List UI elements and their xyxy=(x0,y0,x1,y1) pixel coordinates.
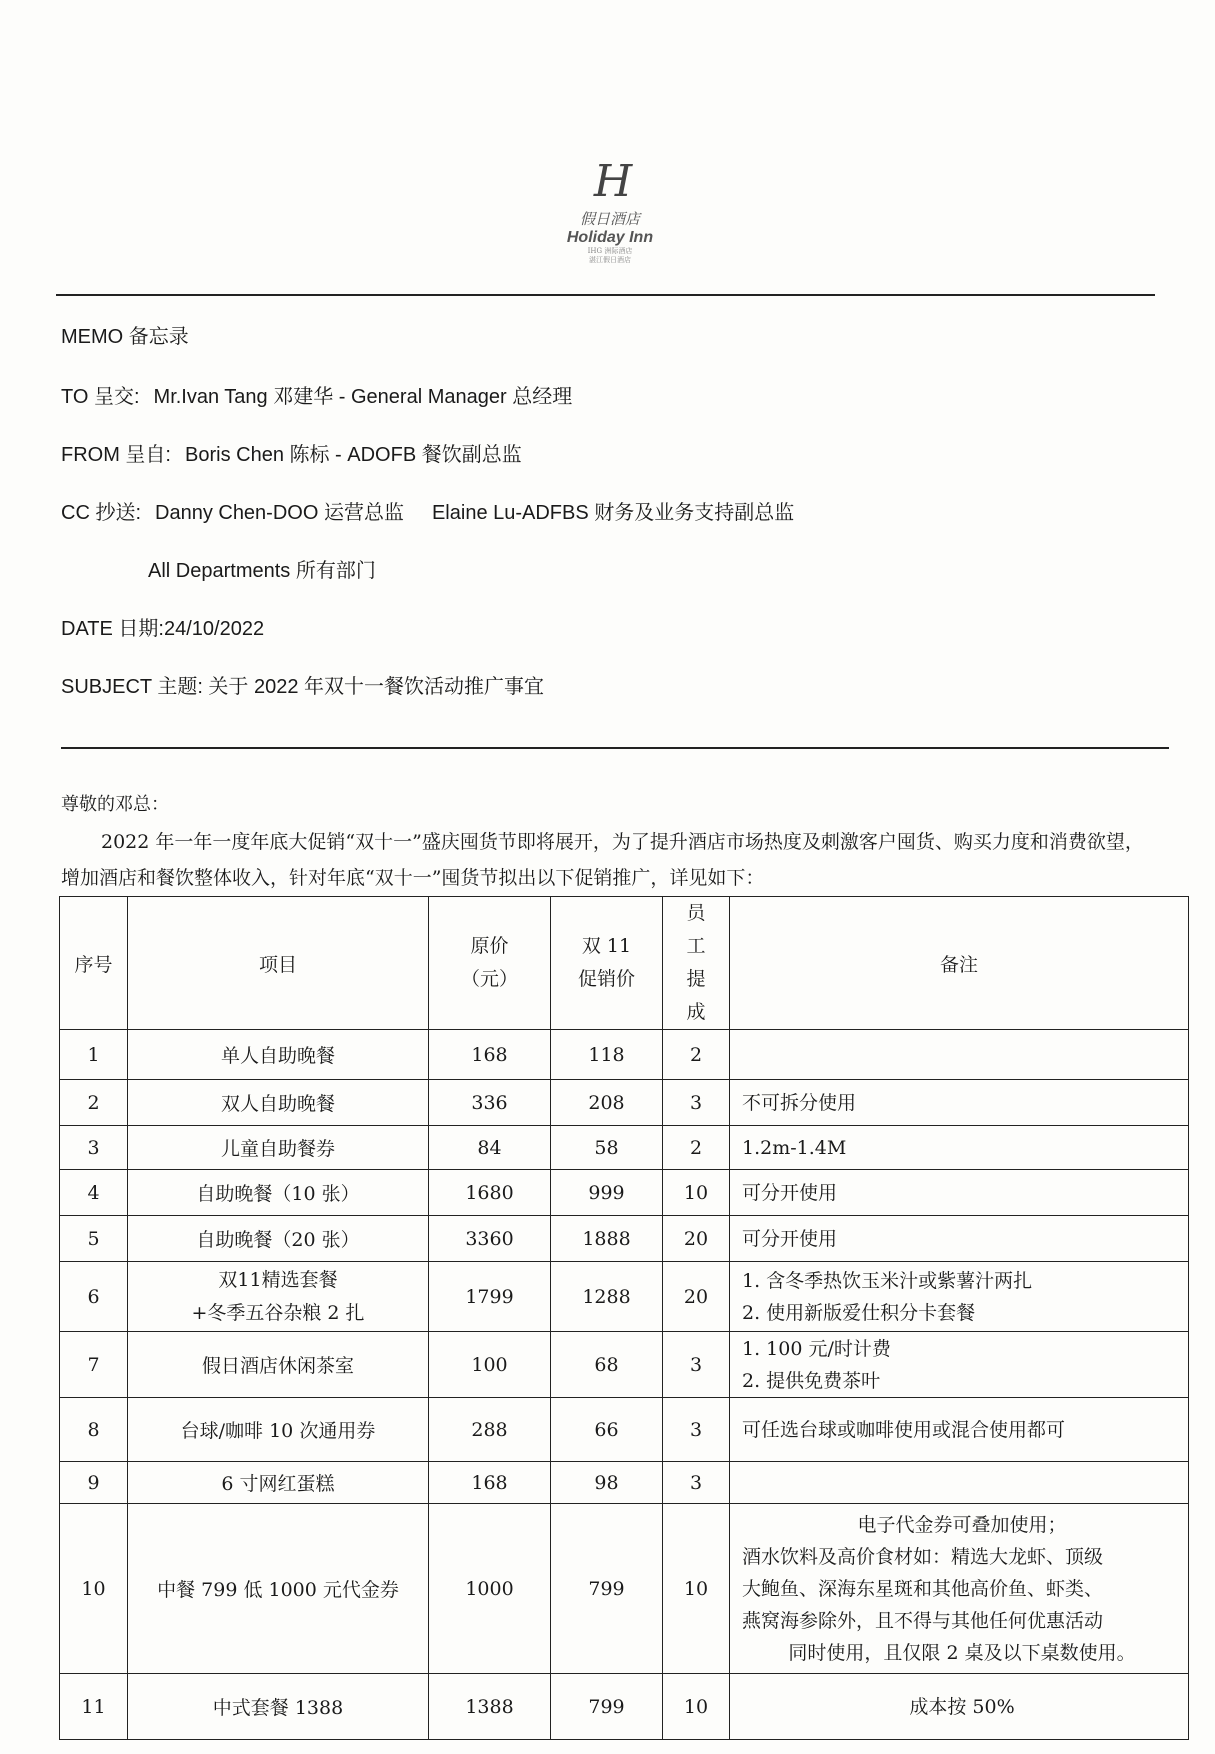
header-original-price: 原价 （元） xyxy=(429,897,551,1030)
cc-label: CC 抄送: xyxy=(61,502,141,524)
memo-subject: SUBJECT 主题: 关于 2022 年双十一餐饮活动推广事宜 xyxy=(61,676,545,698)
cell-remark: 成本按 50% xyxy=(730,1674,1189,1740)
cell-no: 3 xyxy=(60,1126,128,1170)
cell-commission: 2 xyxy=(663,1126,730,1170)
table-row xyxy=(60,1080,1189,1126)
cell-remark: 可任选台球或咖啡使用或混合使用都可 xyxy=(730,1398,1189,1462)
cell-promo-price: 999 xyxy=(551,1170,663,1216)
cell-original-price: 168 xyxy=(429,1030,551,1080)
cell-no: 7 xyxy=(60,1332,128,1398)
table-row xyxy=(60,1216,1189,1262)
cell-no: 1 xyxy=(60,1030,128,1080)
cell-promo-price: 68 xyxy=(551,1332,663,1398)
memo-from-line xyxy=(61,438,522,467)
header-item: 项目 xyxy=(128,897,429,1030)
cell-original-price: 1680 xyxy=(429,1170,551,1216)
cell-no: 2 xyxy=(60,1080,128,1126)
cell-original-price: 336 xyxy=(429,1080,551,1126)
cell-commission: 2 xyxy=(663,1030,730,1080)
cc-value-2: Elaine Lu-ADFBS 财务及业务支持副总监 xyxy=(431,502,795,524)
table-row xyxy=(60,1398,1189,1462)
header-promo-price: 双 11 促销价 xyxy=(551,897,663,1030)
cell-remark: 电子代金券可叠加使用； 酒水饮料及高价食材如：精选大龙虾、顶级 大鲍鱼、深海东星斑和其他高价鱼、虾类、 燕窝海参除外，且不得与其他任何优惠活动 同时使用，且仅限 2 桌及以下桌数使用。 xyxy=(730,1504,1189,1674)
cell-commission: 20 xyxy=(663,1216,730,1262)
cell-original-price: 3360 xyxy=(429,1216,551,1262)
table-row xyxy=(60,1170,1189,1216)
from-label: FROM 呈自: xyxy=(61,444,171,466)
cell-promo-price: 1888 xyxy=(551,1216,663,1262)
table-row xyxy=(60,1674,1189,1740)
cell-promo-price: 208 xyxy=(551,1080,663,1126)
cell-item: 单人自助晚餐 xyxy=(128,1030,429,1080)
hotel-logo xyxy=(555,156,665,265)
table-row xyxy=(60,1126,1189,1170)
table-header-row xyxy=(60,897,1189,1030)
cell-remark: 可分开使用 xyxy=(730,1216,1189,1262)
logo-subtext-1: IHG 洲际酒店 xyxy=(587,247,633,255)
memo-date: DATE 日期:24/10/2022 xyxy=(61,618,265,640)
cell-item: 儿童自助餐券 xyxy=(128,1126,429,1170)
logo-mark: H xyxy=(593,156,627,207)
header-top-rule xyxy=(56,294,1155,296)
table-row xyxy=(60,1030,1189,1080)
cell-commission: 10 xyxy=(663,1170,730,1216)
cell-promo-price: 66 xyxy=(551,1398,663,1462)
memo-title: MEMO 备忘录 xyxy=(61,326,189,348)
cell-original-price: 1000 xyxy=(429,1504,551,1674)
cell-no: 11 xyxy=(60,1674,128,1740)
cell-commission: 3 xyxy=(663,1398,730,1462)
logo-english-name: Holiday Inn xyxy=(566,229,654,246)
cell-original-price: 1388 xyxy=(429,1674,551,1740)
cell-no: 8 xyxy=(60,1398,128,1462)
cell-remark: 不可拆分使用 xyxy=(730,1080,1189,1126)
cell-item: 假日酒店休闲茶室 xyxy=(128,1332,429,1398)
cell-no: 9 xyxy=(60,1462,128,1504)
cell-commission: 10 xyxy=(663,1674,730,1740)
cell-original-price: 100 xyxy=(429,1332,551,1398)
cell-remark: 1. 100 元/时计费 2. 提供免费茶叶 xyxy=(730,1332,1189,1398)
cell-original-price: 288 xyxy=(429,1398,551,1462)
cell-item: 双11精选套餐 +冬季五谷杂粮 2 扎 xyxy=(128,1262,429,1332)
header-commission: 员 工 提 成 xyxy=(663,897,730,1030)
memo-to-line xyxy=(61,380,572,409)
cell-remark: 1. 含冬季热饮玉米汁或紫薯汁两扎 2. 使用新版爱仕积分卡套餐 xyxy=(730,1262,1189,1332)
cell-item: 双人自助晚餐 xyxy=(128,1080,429,1126)
memo-cc-line-2: All Departments 所有部门 xyxy=(148,560,376,582)
cell-commission: 3 xyxy=(663,1332,730,1398)
to-value: Mr.Ivan Tang 邓建华 - General Manager 总经理 xyxy=(153,386,573,408)
cell-no: 5 xyxy=(60,1216,128,1262)
table-row xyxy=(60,1462,1189,1504)
logo-chinese-name: 假日酒店 xyxy=(579,210,640,228)
cell-remark: 1.2m-1.4M xyxy=(730,1126,1189,1170)
memo-cc-line xyxy=(61,496,794,525)
cell-item: 6 寸网红蛋糕 xyxy=(128,1462,429,1504)
cell-commission: 20 xyxy=(663,1262,730,1332)
cell-commission: 10 xyxy=(663,1504,730,1674)
header-remark: 备注 xyxy=(730,897,1189,1030)
cell-remark: 可分开使用 xyxy=(730,1170,1189,1216)
header-bottom-rule xyxy=(61,747,1169,749)
cell-no: 4 xyxy=(60,1170,128,1216)
cell-no: 10 xyxy=(60,1504,128,1674)
from-value: Boris Chen 陈标 - ADOFB 餐饮副总监 xyxy=(185,444,522,466)
cc-value-1: Danny Chen-DOO 运营总监 xyxy=(155,502,404,524)
cell-no: 6 xyxy=(60,1262,128,1332)
cell-item: 中餐 799 低 1000 元代金券 xyxy=(128,1504,429,1674)
cell-promo-price: 98 xyxy=(551,1462,663,1504)
cell-commission: 3 xyxy=(663,1080,730,1126)
header-no: 序号 xyxy=(60,897,128,1030)
logo-subtext-2: 湛江假日酒店 xyxy=(589,256,631,264)
cell-promo-price: 799 xyxy=(551,1674,663,1740)
cell-original-price: 168 xyxy=(429,1462,551,1504)
cell-item: 台球/咖啡 10 次通用券 xyxy=(128,1398,429,1462)
table-row xyxy=(60,1332,1189,1398)
cell-remark xyxy=(730,1462,1189,1504)
to-label: TO 呈交: xyxy=(61,386,140,408)
cell-promo-price: 58 xyxy=(551,1126,663,1170)
cell-original-price: 1799 xyxy=(429,1262,551,1332)
cell-item: 中式套餐 1388 xyxy=(128,1674,429,1740)
cell-remark xyxy=(730,1030,1189,1080)
cell-item: 自助晚餐（20 张） xyxy=(128,1216,429,1262)
cell-original-price: 84 xyxy=(429,1126,551,1170)
greeting: 尊敬的邓总： xyxy=(61,794,169,815)
table-row xyxy=(60,1262,1189,1332)
promotion-table xyxy=(59,896,1189,1740)
cell-promo-price: 799 xyxy=(551,1504,663,1674)
cell-commission: 3 xyxy=(663,1462,730,1504)
cell-item: 自助晚餐（10 张） xyxy=(128,1170,429,1216)
table-row xyxy=(60,1504,1189,1674)
intro-paragraph: 2022 年一年一度年底大促销“双十一”盛庆囤货节即将展开，为了提升酒店市场热度及刺激客户囤货、购买力度和消费欲望，增加酒店和餐饮整体收入，针对年底“双十一”囤货节拟出以下促销推广，详见如下： xyxy=(61,831,1144,889)
cell-promo-price: 118 xyxy=(551,1030,663,1080)
cell-promo-price: 1288 xyxy=(551,1262,663,1332)
